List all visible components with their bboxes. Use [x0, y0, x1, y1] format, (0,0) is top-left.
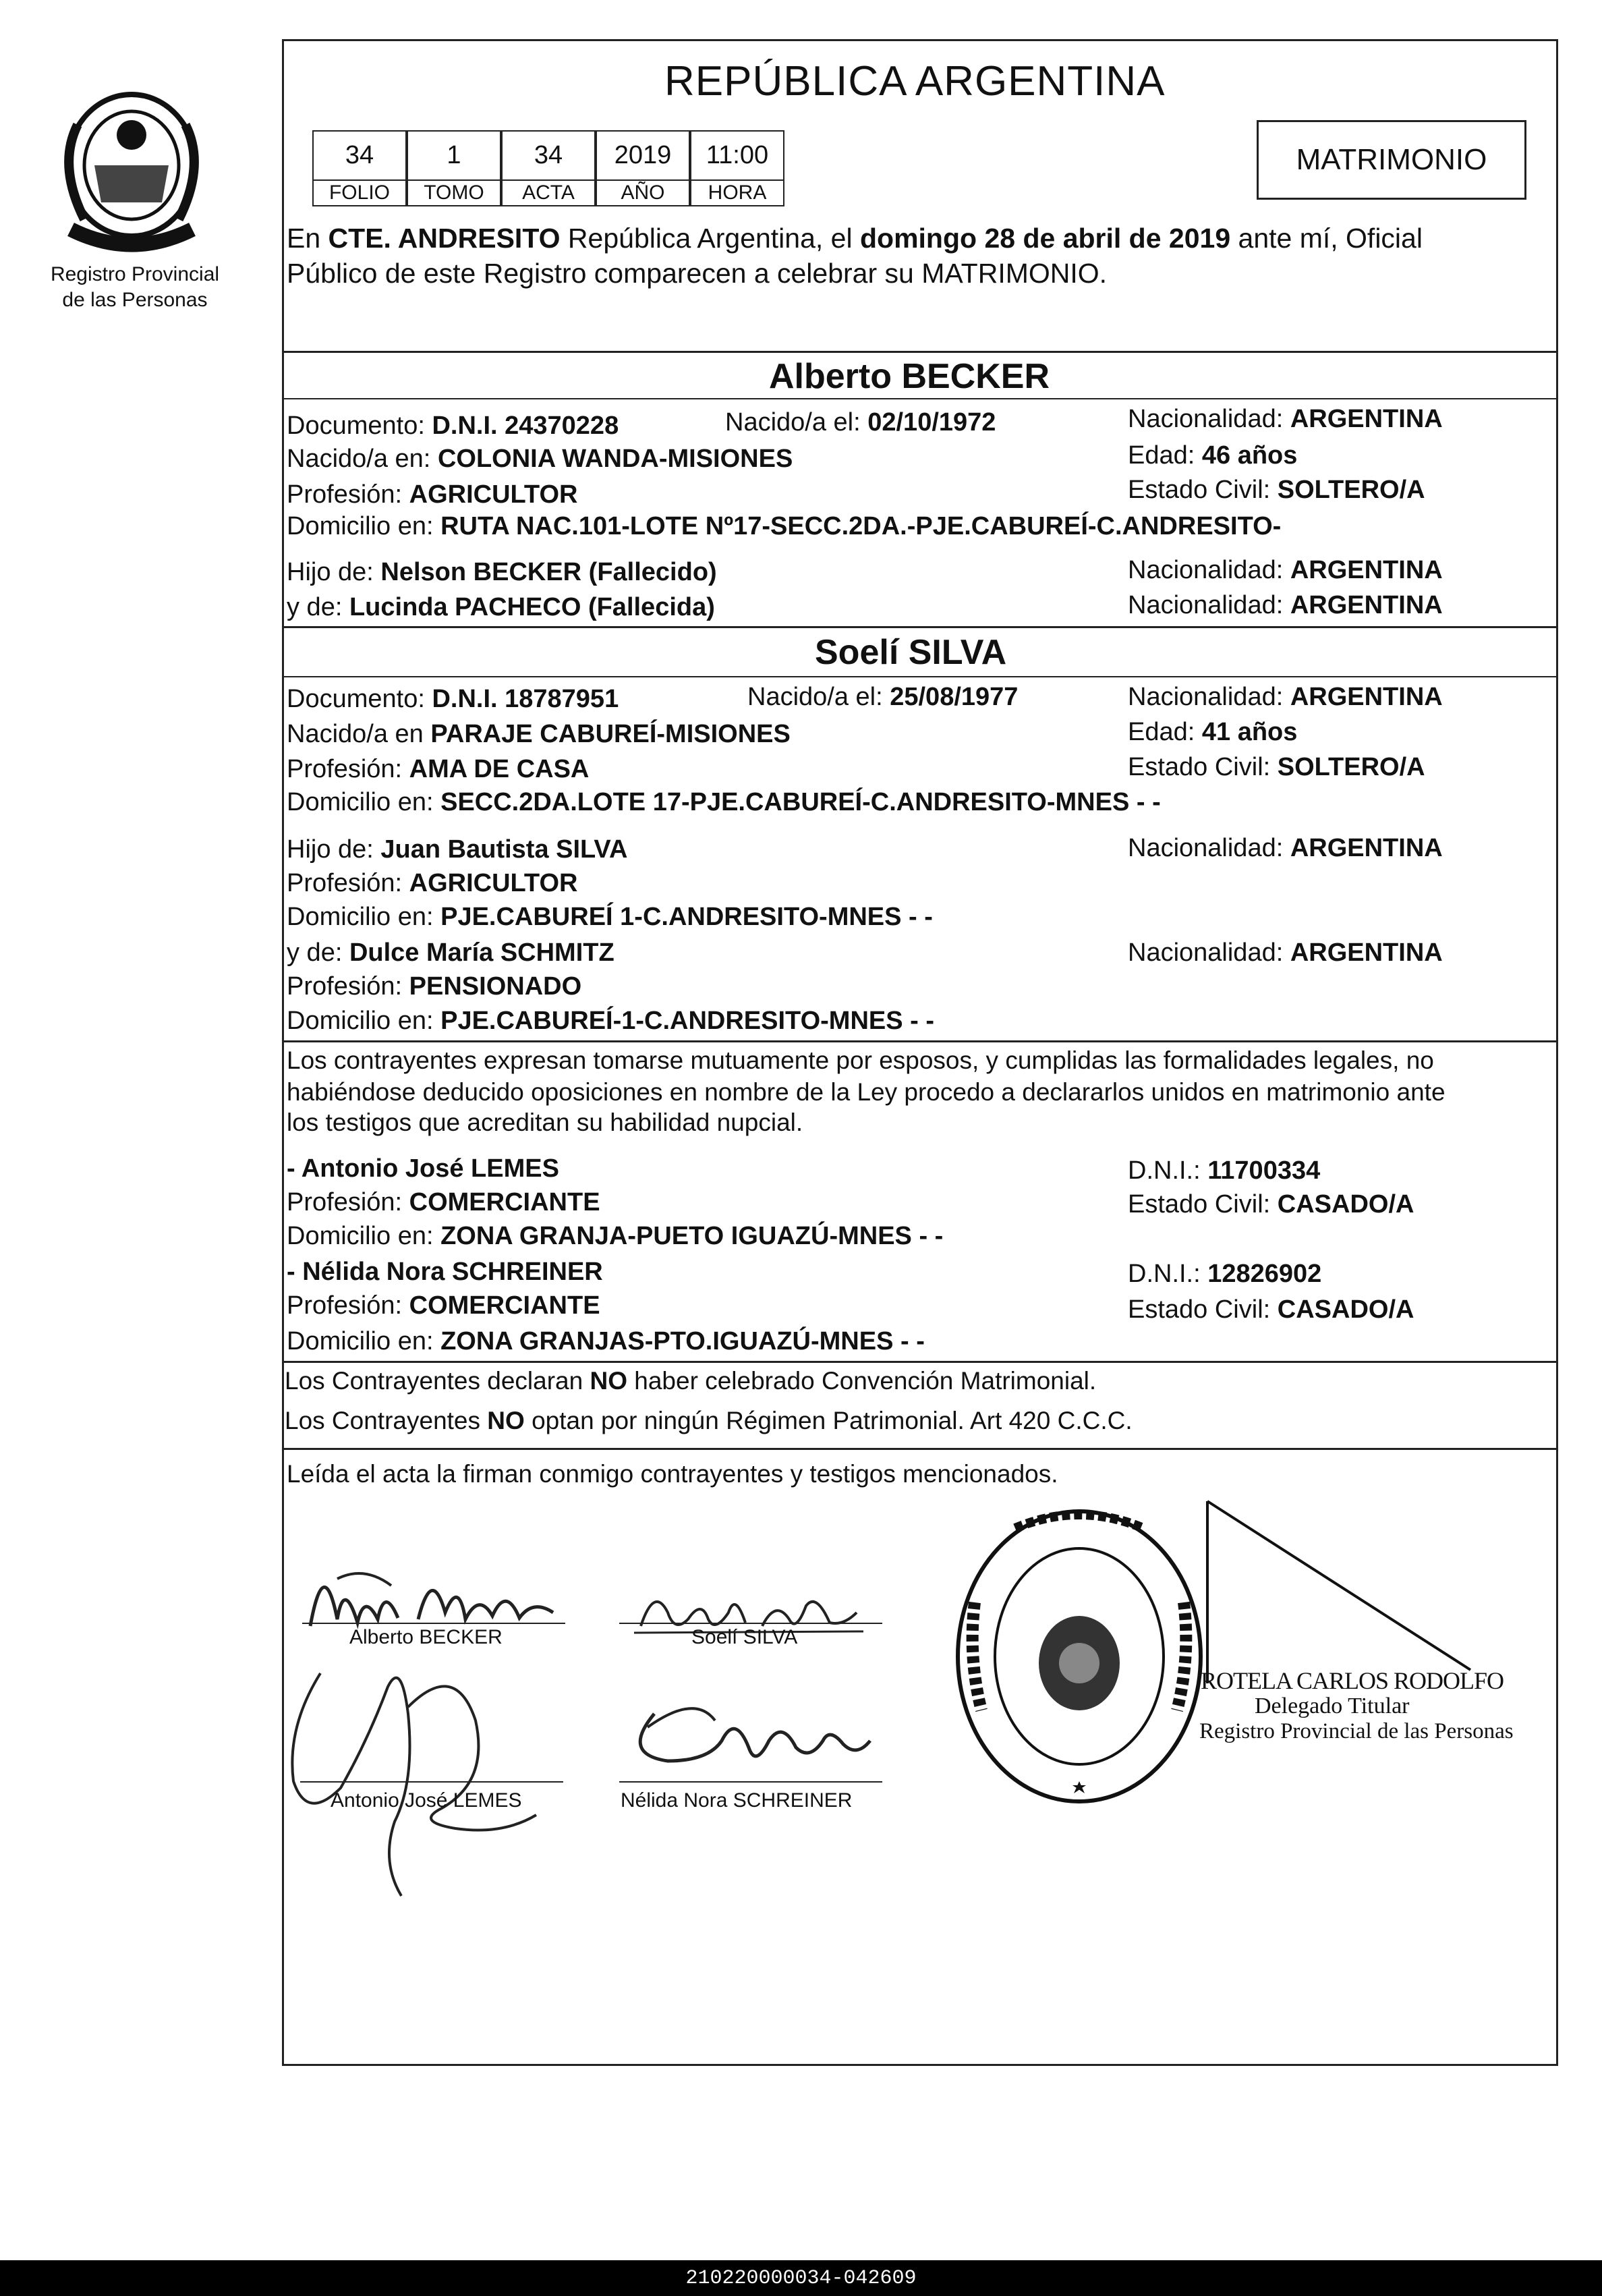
witness1-address: Domicilio en: ZONA GRANJA-PUETO IGUAZÚ-MNES - -: [287, 1222, 944, 1250]
spouse2-father-nat: Nacionalidad: ARGENTINA: [1128, 834, 1443, 862]
acta-label: ACTA: [501, 181, 596, 206]
spouse2-name: Soelí SILVA: [815, 633, 1007, 672]
spouse2-address: Domicilio en: SECC.2DA.LOTE 17-PJE.CABUREÍ-C.ANDRESITO-MNES - -: [287, 788, 1161, 816]
footer-code: 210220000034-042609: [685, 2266, 917, 2290]
signature-caption-2: Soelí SILVA: [691, 1626, 798, 1648]
spouse2-birthplace: Nacido/a en PARAJE CABUREÍ-MISIONES: [287, 720, 791, 748]
spouse1-nat: Nacionalidad: ARGENTINA: [1128, 405, 1443, 433]
convention-line2: Los Contrayentes NO optan por ningún Régimen Patrimonial. Art 420 C.C.C.: [285, 1407, 1133, 1434]
spouse2-father-profession: Profesión: AGRICULTOR: [287, 869, 578, 897]
witness1-profession: Profesión: COMERCIANTE: [287, 1188, 600, 1216]
spouse2-born: Nacido/a el: 25/08/1977: [747, 683, 1019, 711]
spouse2-father: Hijo de: Juan Bautista SILVA: [287, 835, 628, 864]
tomo-label: TOMO: [407, 181, 501, 206]
intro-line2: Público de este Registro comparecen a celebrar su MATRIMONIO.: [287, 258, 1108, 289]
spouse2-civil: Estado Civil: SOLTERO/A: [1128, 753, 1425, 781]
spouse1-age: Edad: 46 años: [1128, 441, 1298, 470]
document-title: REPÚBLICA ARGENTINA: [664, 58, 1166, 105]
spouse1-address: Domicilio en: RUTA NAC.101-LOTE Nº17-SECC.2DA.-PJE.CABUREÍ-C.ANDRESITO-: [287, 512, 1282, 540]
tomo-value: 1: [407, 130, 501, 181]
officer-name: ROTELA CARLOS RODOLFO: [1201, 1667, 1504, 1694]
spouse1-profession: Profesión: AGRICULTOR: [287, 480, 578, 509]
witness2-civil: Estado Civil: CASADO/A: [1128, 1295, 1414, 1324]
declaration-line3: los testigos que acreditan su habilidad nupcial.: [287, 1109, 803, 1136]
province-emblem: [37, 84, 226, 267]
witness1-name: - Antonio José LEMES: [287, 1154, 559, 1183]
anio-label: AÑO: [596, 181, 690, 206]
spouse2-mother-nat: Nacionalidad: ARGENTINA: [1128, 939, 1443, 967]
intro-line1: En CTE. ANDRESITO República Argentina, el domingo 28 de abril de 2019 ante mí, Oficial: [287, 223, 1423, 254]
folio-label: FOLIO: [312, 181, 407, 206]
signature-line-1: [302, 1623, 565, 1624]
signature-caption-1: Alberto BECKER: [349, 1626, 503, 1648]
spouse1-birthplace: Nacido/a en: COLONIA WANDA-MISIONES: [287, 445, 793, 473]
emblem-label-line2: de las Personas: [62, 289, 208, 311]
witness2-address: Domicilio en: ZONA GRANJAS-PTO.IGUAZÚ-MNES - -: [287, 1327, 925, 1355]
declaration-line2: habiéndose deducido oposiciones en nombre de la Ley procedo a declararlos unidos en matrimonio ante: [287, 1078, 1446, 1106]
spouse1-civil: Estado Civil: SOLTERO/A: [1128, 476, 1425, 504]
spouse1-doc: Documento: D.N.I. 24370228: [287, 412, 619, 440]
acta-value: 34: [501, 130, 596, 181]
signature-line-2: [619, 1623, 882, 1624]
witness2-dni: D.N.I.: 12826902: [1128, 1260, 1322, 1288]
spouse1-mother-nat: Nacionalidad: ARGENTINA: [1128, 591, 1443, 619]
act-type-label: MATRIMONIO: [1296, 143, 1487, 176]
witness2-name: - Nélida Nora SCHREINER: [287, 1258, 603, 1286]
intro-date: domingo 28 de abril de 2019: [860, 223, 1231, 254]
spouse2-age: Edad: 41 años: [1128, 718, 1298, 746]
footer-bar: [0, 2260, 1602, 2296]
spouse1-name: Alberto BECKER: [769, 357, 1050, 396]
signature-caption-3: Antonio José LEMES: [331, 1789, 522, 1812]
hora-label: HORA: [690, 181, 784, 206]
officer-role: Delegado Titular: [1255, 1693, 1410, 1718]
spouse2-father-address: Domicilio en: PJE.CABUREÍ 1-C.ANDRESITO-MNES - -: [287, 903, 933, 931]
anio-value: 2019: [596, 130, 690, 181]
spouse2-doc: Documento: D.N.I. 18787951: [287, 685, 619, 713]
intro-place: CTE. ANDRESITO: [328, 223, 561, 254]
spouse1-father-nat: Nacionalidad: ARGENTINA: [1128, 556, 1443, 584]
spouse2-mother: y de: Dulce María SCHMITZ: [287, 939, 614, 967]
spouse1-mother: y de: Lucinda PACHECO (Fallecida): [287, 593, 715, 621]
declaration-line1: Los contrayentes expresan tomarse mutuamente por esposos, y cumplidas las formalidades legales, no: [287, 1046, 1434, 1074]
spouse2-nat: Nacionalidad: ARGENTINA: [1128, 683, 1443, 711]
signature-nelida-schreiner: [627, 1687, 877, 1774]
signature-antonio-lemes: [280, 1646, 563, 1903]
signature-line-4: [619, 1781, 882, 1783]
spouse2-mother-profession: Profesión: PENSIONADO: [287, 972, 582, 1001]
spouse2-profession: Profesión: AMA DE CASA: [287, 755, 590, 783]
witness1-dni: D.N.I.: 11700334: [1128, 1156, 1321, 1185]
convention-line1: Los Contrayentes declaran NO haber celebrado Convención Matrimonial.: [285, 1367, 1097, 1395]
signature-line-3: [300, 1781, 563, 1783]
spouse2-mother-address: Domicilio en: PJE.CABUREÍ-1-C.ANDRESITO-MNES - -: [287, 1007, 935, 1035]
witness2-profession: Profesión: COMERCIANTE: [287, 1291, 600, 1320]
hora-value: 11:00: [690, 130, 784, 181]
signature-caption-4: Nélida Nora SCHREINER: [621, 1789, 853, 1812]
emblem-label-line1: Registro Provincial: [50, 263, 220, 285]
witness1-civil: Estado Civil: CASADO/A: [1128, 1190, 1414, 1219]
official-seal: [948, 1501, 1211, 1812]
folio-value: 34: [312, 130, 407, 181]
spouse1-father: Hijo de: Nelson BECKER (Fallecido): [287, 558, 717, 586]
officer-office: Registro Provincial de las Personas: [1199, 1719, 1514, 1743]
act-type-box: [1257, 120, 1526, 200]
spouse1-born: Nacido/a el: 02/10/1972: [725, 408, 996, 437]
closing-text: Leída el acta la firman conmigo contrayentes y testigos mencionados.: [287, 1460, 1058, 1488]
